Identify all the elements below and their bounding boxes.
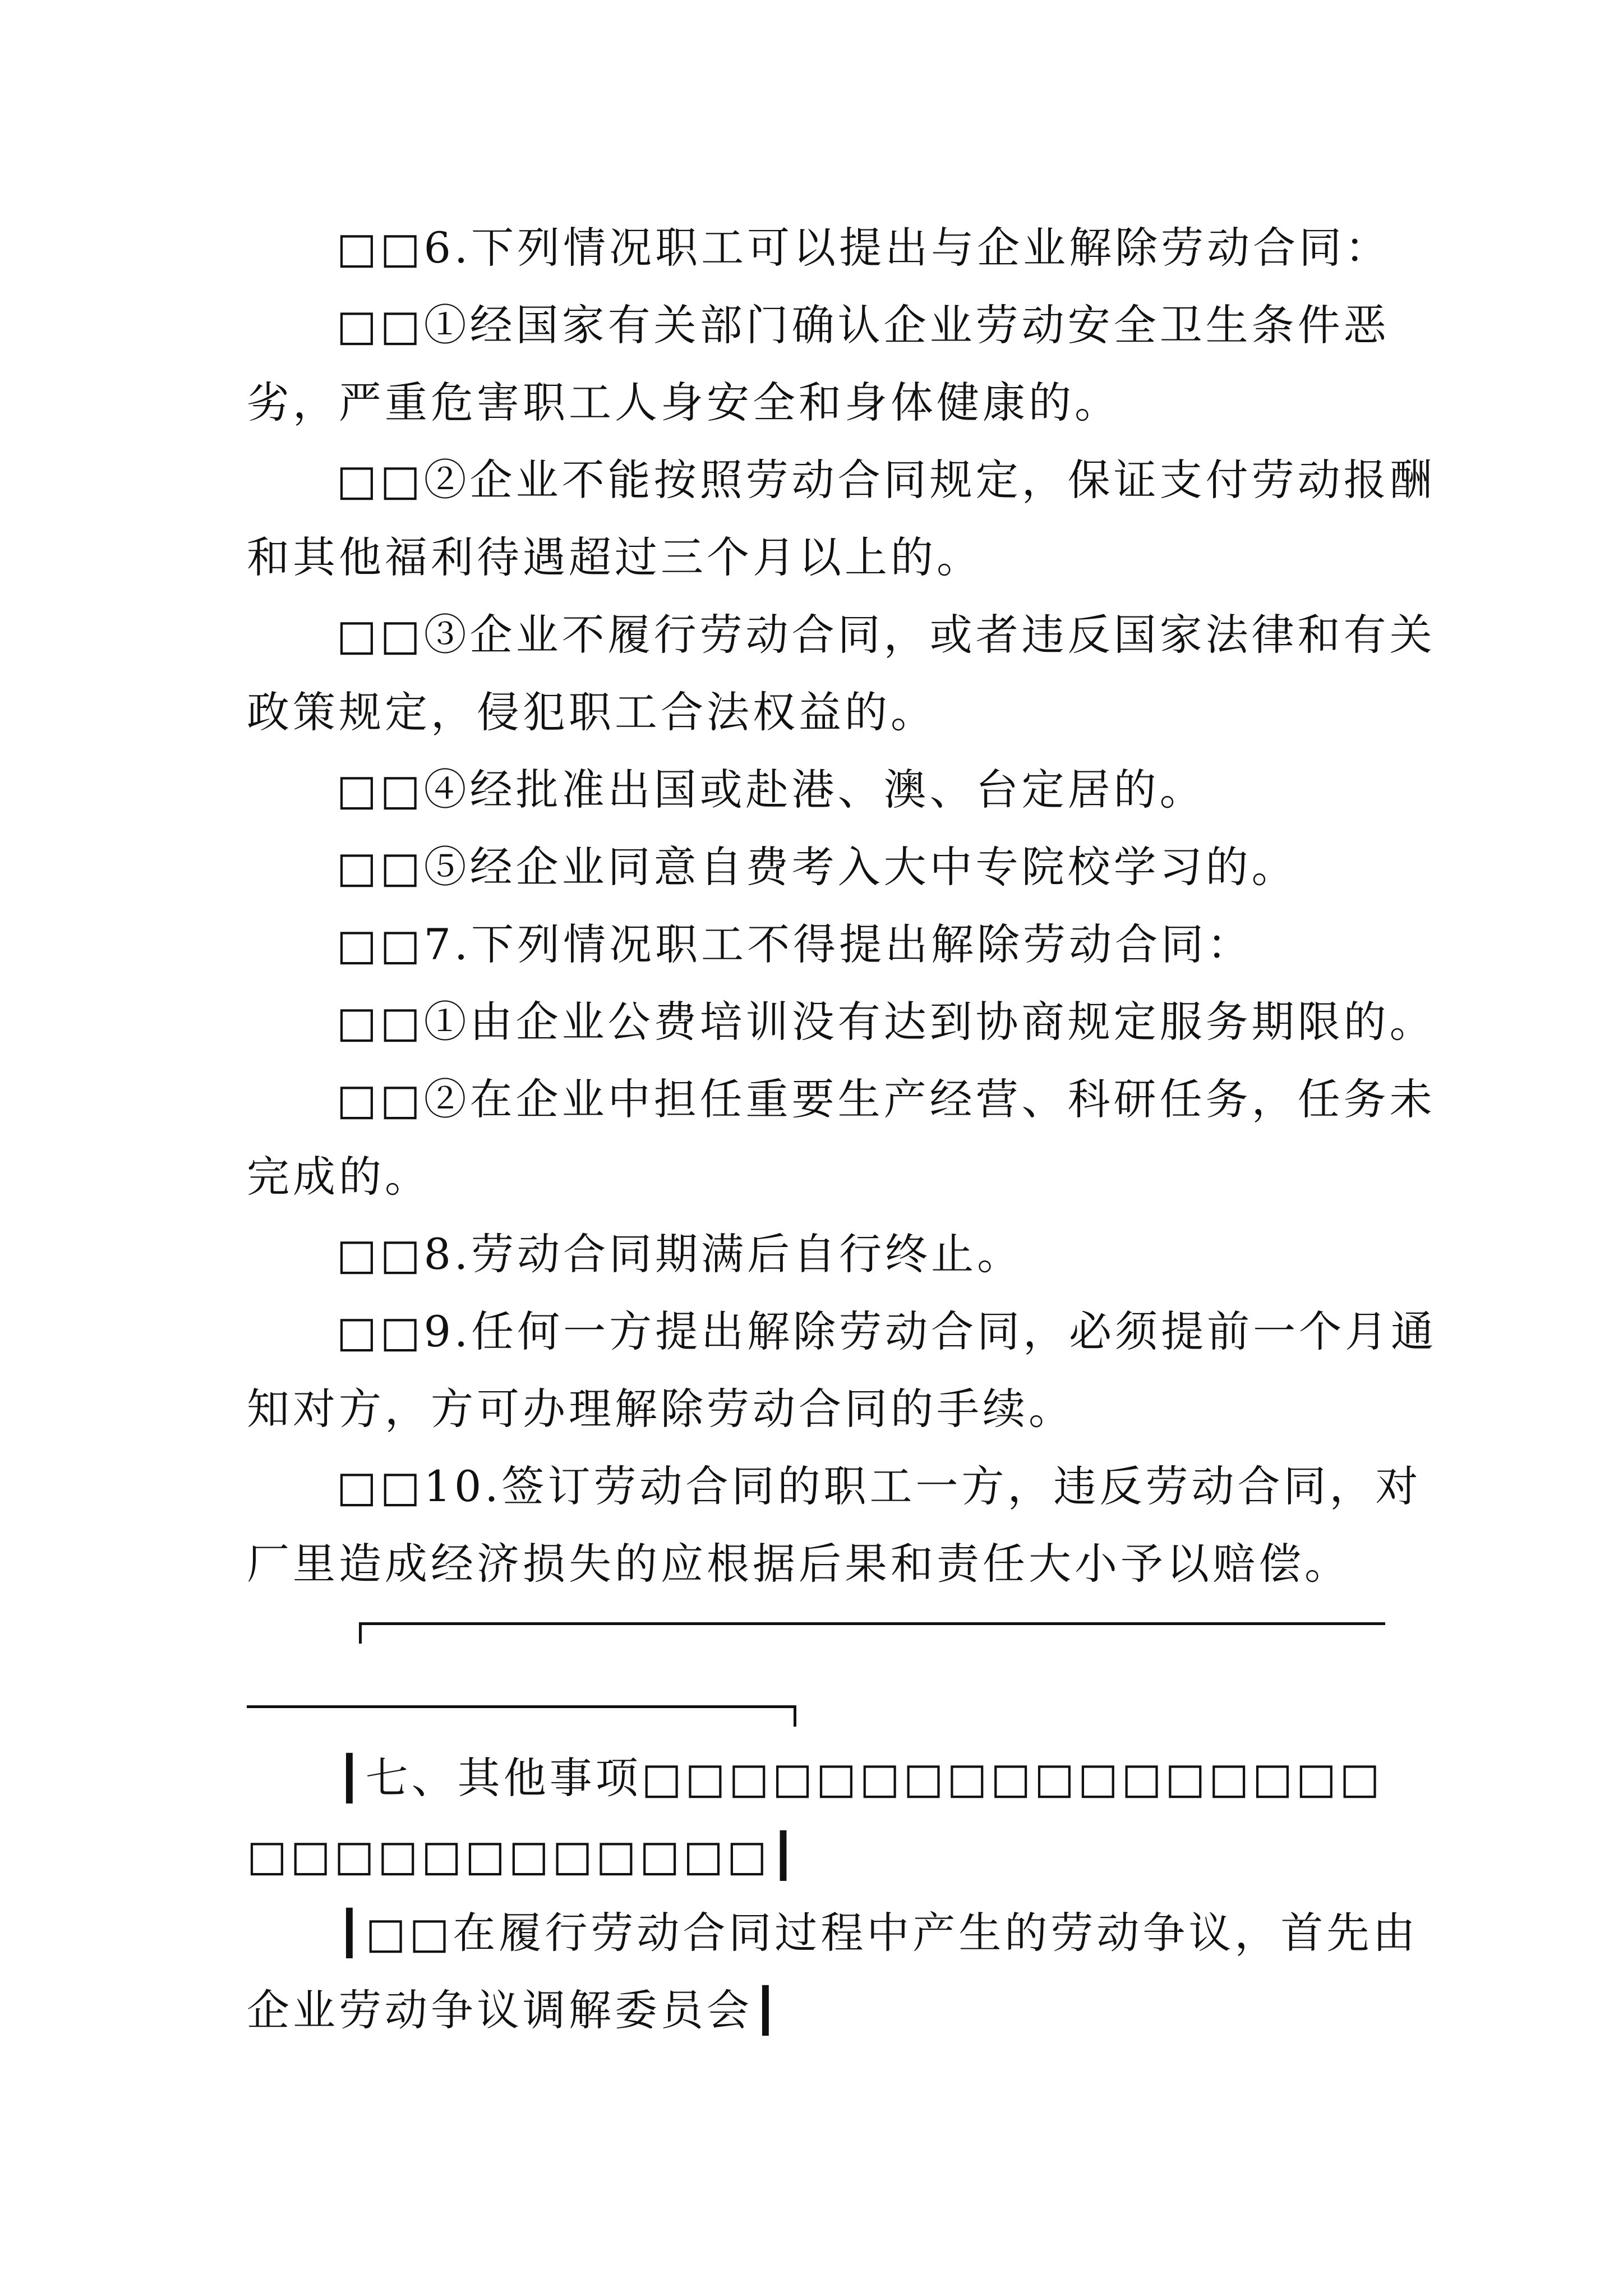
clause-9-line-2: 知对方，方可办理解除劳动合同的手续。 [247, 1384, 1075, 1434]
clause-7-2-line-1: □□②在企业中担任重要生产经营、科研任务，任务未 [336, 1074, 1436, 1124]
clause-6-1-line-1: □□①经国家有关部门确认企业劳动安全卫生条件恶 [336, 300, 1390, 350]
table-border-top [359, 1622, 1385, 1625]
clause-7-2-line-2: 完成的。 [247, 1152, 431, 1202]
clause-7-line-1: □□7.下列情况职工不得提出解除劳动合同： [336, 919, 1253, 969]
section-other-matters-line-2: □□□□□□□□□□□□┃ [247, 1830, 800, 1880]
section-other-matters-line-1: ┃七、其他事项□□□□□□□□□□□□□□□□□ [336, 1753, 1384, 1803]
table-border-top-corner [359, 1622, 362, 1644]
clause-6-line-1: □□6.下列情况职工可以提出与企业解除劳动合同： [336, 223, 1391, 273]
clause-6-2-line-2: 和其他福利待遇超过三个月以上的。 [247, 532, 983, 582]
clause-6-3-line-2: 政策规定，侵犯职工合法权益的。 [247, 687, 937, 737]
table-border-bottom [247, 1705, 796, 1708]
clause-9-line-1: □□9.任何一方提出解除劳动合同，必须提前一个月通 [336, 1306, 1437, 1356]
dispute-clause-line-1: ┃□□在履行劳动合同过程中产生的劳动争议，首先由 [336, 1908, 1419, 1958]
dispute-clause-line-2: 企业劳动争议调解委员会┃ [247, 1985, 782, 2035]
table-border-bottom-corner [794, 1705, 796, 1727]
clause-10-line-2: 厂里造成经济损失的应根据后果和责任大小予以赔偿。 [247, 1539, 1350, 1589]
clause-6-1-line-2: 劣，严重危害职工人身安全和身体健康的。 [247, 378, 1121, 427]
clause-8-line-1: □□8.劳动合同期满后自行终止。 [336, 1229, 1023, 1279]
clause-6-4-line-1: □□④经批准出国或赴港、澳、台定居的。 [336, 765, 1206, 815]
clause-10-line-1: □□10.签订劳动合同的职工一方，违反劳动合同，对 [336, 1461, 1422, 1511]
clause-6-5-line-1: □□⑤经企业同意自费考入大中专院校学习的。 [336, 842, 1298, 892]
clause-6-2-line-1: □□②企业不能按照劳动合同规定，保证支付劳动报酬 [336, 455, 1436, 505]
clause-6-3-line-1: □□③企业不履行劳动合同，或者违反国家法律和有关 [336, 610, 1436, 660]
clause-7-1-line-1: □□①由企业公费培训没有达到协商规定服务期限的。 [336, 997, 1436, 1047]
